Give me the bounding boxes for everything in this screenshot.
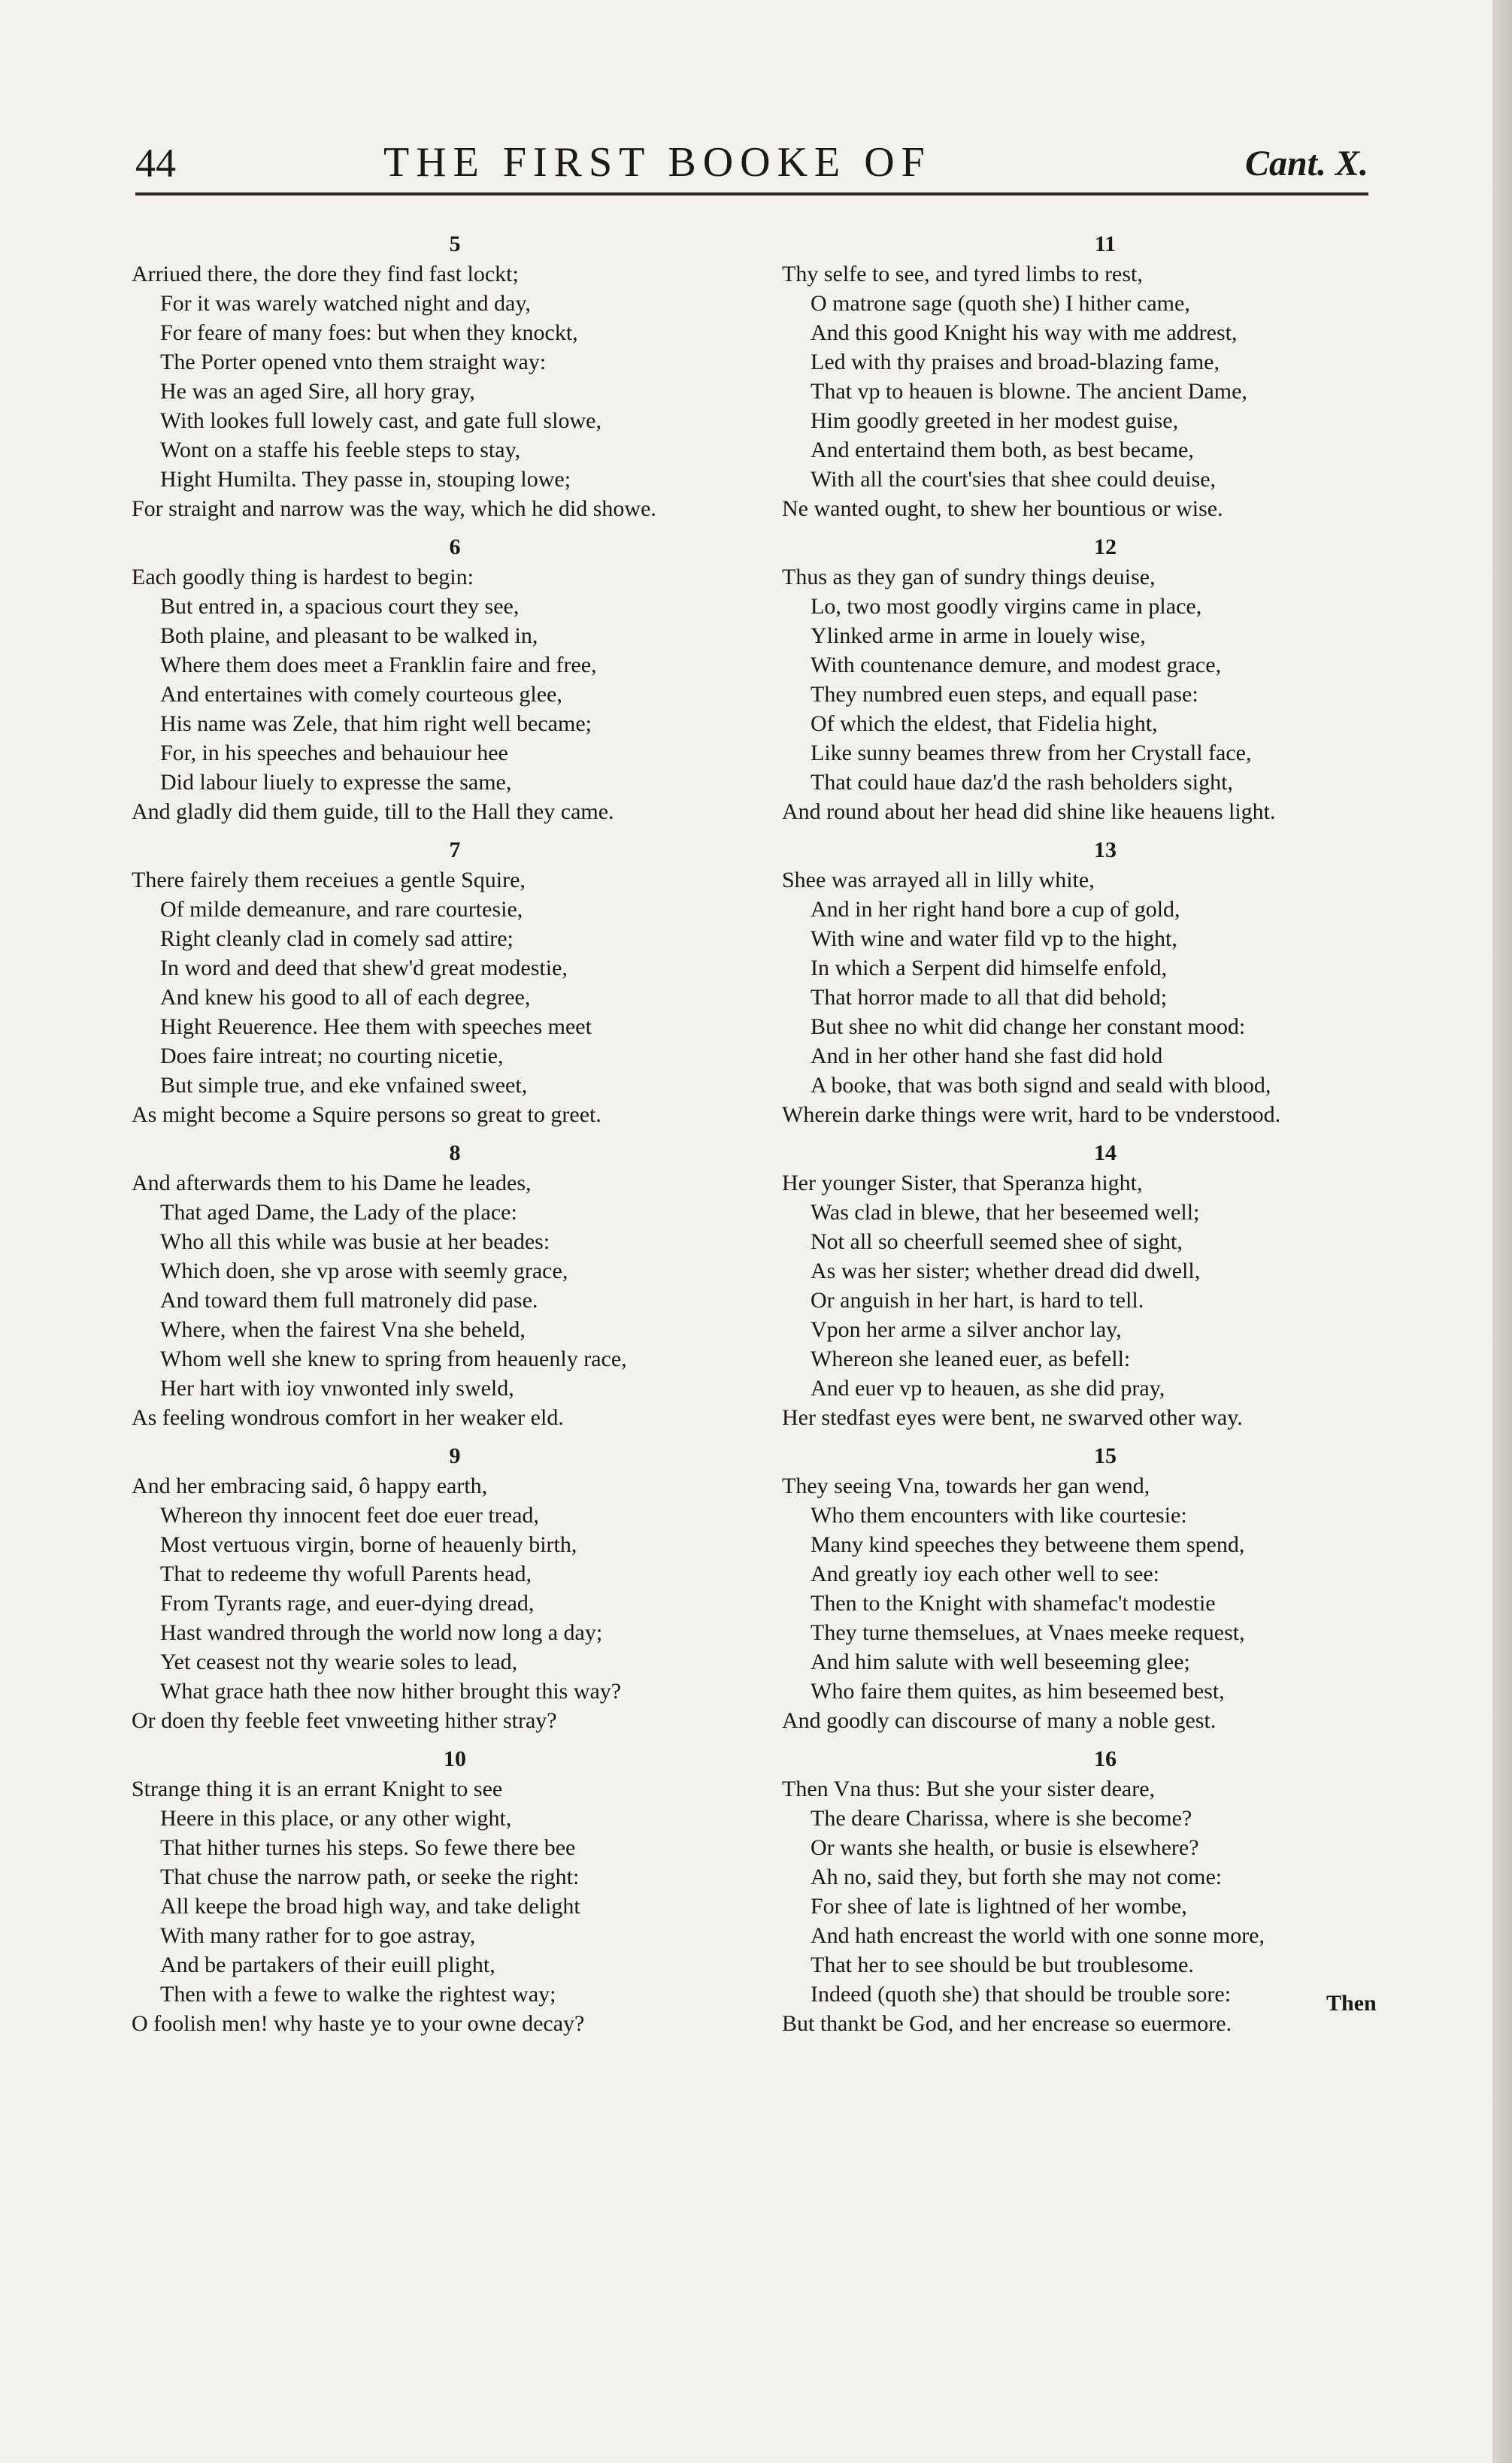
stanza-number: 7 (449, 838, 461, 862)
verse-line: And gladly did them guide, till to the Hall they came. (132, 799, 614, 824)
verse-line: Then with a fewe to walke the rightest way; (160, 1982, 556, 2007)
stanza (782, 1138, 1429, 1432)
verse-line: And afterwards them to his Dame he leades, (132, 1171, 532, 1195)
verse-line: Yet ceasest not thy wearie soles to lead, (160, 1650, 518, 1674)
verse-line: Where, when the fairest Vna she beheld, (160, 1317, 526, 1342)
stanza (782, 229, 1429, 523)
verse-line: Like sunny beames threw from her Crystall face, (811, 741, 1252, 765)
verse-line: Thy selfe to see, and tyred limbs to rest, (782, 262, 1143, 286)
verse-line: Of milde demeanure, and rare courtesie, (160, 897, 523, 922)
verse-line: Where them does meet a Franklin faire and free, (160, 653, 597, 677)
verse-line: There fairely them receiues a gentle Squire, (132, 868, 526, 892)
verse-line: Many kind speeches they betweene them spend, (811, 1532, 1245, 1557)
stanza (782, 1441, 1429, 1735)
verse-line: Which doen, she vp arose with seemly grace, (160, 1259, 568, 1283)
stanza (782, 835, 1429, 1129)
verse-line: That to redeeme thy wofull Parents head, (160, 1562, 532, 1586)
verse-line: They numbred euen steps, and equall pase: (811, 682, 1198, 707)
stanza-number: 12 (1094, 535, 1117, 559)
verse-line: Heere in this place, or any other wight, (160, 1806, 512, 1831)
verse-line: That horror made to all that did behold; (811, 985, 1168, 1010)
verse-line: And this good Knight his way with me addrest, (811, 320, 1238, 345)
verse-line: What grace hath thee now hither brought this way? (160, 1679, 622, 1704)
verse-line: Him goodly greeted in her modest guise, (811, 408, 1179, 433)
verse-line: And in her other hand she fast did hold (811, 1044, 1163, 1068)
verse-line: Hight Humilta. They passe in, stouping lowe; (160, 467, 571, 492)
stanza (782, 532, 1429, 826)
verse-line: With lookes full lowely cast, and gate full slowe, (160, 408, 601, 433)
verse-line: Wont on a staffe his feeble steps to stay, (160, 438, 521, 462)
verse-line: That vp to heauen is blowne. The ancient Dame, (811, 379, 1247, 404)
verse-line: And in her right hand bore a cup of gold, (811, 897, 1180, 922)
verse-line: Shee was arrayed all in lilly white, (782, 868, 1095, 892)
verse-line: But entred in, a spacious court they see, (160, 594, 520, 619)
verse-line: He was an aged Sire, all hory gray, (160, 379, 475, 404)
verse-line: That hither turnes his steps. So fewe there bee (160, 1835, 576, 1860)
verse-line: Led with thy praises and broad-blazing fame, (811, 350, 1220, 374)
stanza (132, 229, 778, 523)
right-column (782, 229, 1429, 2047)
verse-line: From Tyrants rage, and euer-dying dread, (160, 1591, 535, 1616)
verse-line: The Porter opened vnto them straight way: (160, 350, 547, 374)
verse-line: Lo, two most goodly virgins came in place, (811, 594, 1202, 619)
verse-line: Wherein darke things were writ, hard to be vnderstood. (782, 1102, 1281, 1127)
verse-line: And knew his good to all of each degree, (160, 985, 531, 1010)
verse-line: They seeing Vna, towards her gan wend, (782, 1474, 1150, 1498)
verse-line: A booke, that was both signd and seald with blood, (811, 1073, 1271, 1098)
verse-line: Who all this while was busie at her beades: (160, 1229, 550, 1254)
verse-line: Whereon she leaned euer, as befell: (811, 1347, 1131, 1371)
verse-line: For shee of late is lightned of her wombe, (811, 1894, 1187, 1919)
left-column (132, 229, 778, 2047)
stanza-number: 15 (1094, 1444, 1117, 1468)
verse-line: O matrone sage (quoth she) I hither came, (811, 291, 1190, 316)
stanza-number: 8 (449, 1141, 461, 1165)
stanza (132, 1138, 778, 1432)
verse-line: That chuse the narrow path, or seeke the right: (160, 1865, 580, 1889)
verse-line: The deare Charissa, where is she become? (811, 1806, 1192, 1831)
verse-line: And toward them full matronely did pase. (160, 1288, 538, 1313)
stanza-number: 9 (449, 1444, 461, 1468)
verse-line: Of which the eldest, that Fidelia hight, (811, 711, 1158, 736)
verse-line: And goodly can discourse of many a noble gest. (782, 1708, 1217, 1733)
verse-line: With many rather for to goe astray, (160, 1923, 476, 1948)
stanza (132, 1441, 778, 1735)
verse-line: O foolish men! why haste ye to your owne decay? (132, 2011, 585, 2036)
verse-line: As might become a Squire persons so great to greet. (132, 1102, 601, 1127)
verse-line: Arriued there, the dore they find fast lockt; (132, 262, 519, 286)
verse-line: For it was warely watched night and day, (160, 291, 531, 316)
verse-line: Did labour liuely to expresse the same, (160, 770, 512, 795)
verse-line: Was clad in blewe, that her beseemed well; (811, 1200, 1200, 1225)
verse-line: With countenance demure, and modest grace, (811, 653, 1222, 677)
stanza (132, 1744, 778, 2038)
stanza-number: 16 (1094, 1747, 1117, 1771)
verse-line: Or doen thy feeble feet vnweeting hither stray? (132, 1708, 557, 1733)
verse-line: Whom well she knew to spring from heauenly race, (160, 1347, 627, 1371)
verse-line: Hast wandred through the world now long a day; (160, 1620, 603, 1645)
verse-line: And entertaines with comely courteous glee, (160, 682, 562, 707)
stanza-number: 11 (1094, 232, 1117, 256)
verse-line: And entertaind them both, as best became, (811, 438, 1194, 462)
verse-line: Both plaine, and pleasant to be walked in, (160, 623, 538, 648)
verse-line: And greatly ioy each other well to see: (811, 1562, 1160, 1586)
stanza-number: 13 (1094, 838, 1117, 862)
verse-line: As feeling wondrous comfort in her weaker eld. (132, 1405, 564, 1430)
verse-line: Right cleanly clad in comely sad attire; (160, 926, 514, 951)
verse-line: That her to see should be but troublesome. (811, 1953, 1194, 1977)
verse-line: Thus as they gan of sundry things deuise, (782, 565, 1156, 589)
verse-line: For feare of many foes: but when they knockt, (160, 320, 578, 345)
verse-line: But shee no whit did change her constant mood: (811, 1014, 1246, 1039)
verse-line: Each goodly thing is hardest to begin: (132, 565, 474, 589)
verse-line: That could haue daz'd the rash beholders sight, (811, 770, 1233, 795)
verse-line: Who faire them quites, as him beseemed best, (811, 1679, 1225, 1704)
page-header (135, 135, 1368, 195)
verse-line: And her embracing said, ô happy earth, (132, 1474, 488, 1498)
verse-line: Or wants she health, or busie is elsewhere? (811, 1835, 1199, 1860)
verse-line: In word and deed that shew'd great modestie, (160, 956, 568, 980)
verse-line: Her younger Sister, that Speranza hight, (782, 1171, 1143, 1195)
verse-line: As was her sister; whether dread did dwell, (811, 1259, 1201, 1283)
verse-line: Vpon her arme a silver anchor lay, (811, 1317, 1122, 1342)
stanza-number: 10 (444, 1747, 466, 1771)
verse-line: Hight Reuerence. Hee them with speeches meet (160, 1014, 592, 1039)
verse-line: Ah no, said they, but forth she may not come: (811, 1865, 1223, 1889)
verse-line: That aged Dame, the Lady of the place: (160, 1200, 517, 1225)
running-title: THE FIRST BOOKE OF (383, 139, 932, 186)
verse-line: With all the court'sies that shee could deuise, (811, 467, 1217, 492)
header-rule (135, 192, 1368, 195)
verse-line: Her stedfast eyes were bent, ne swarved other way. (782, 1405, 1243, 1430)
verse-line: Strange thing it is an errant Knight to see (132, 1777, 503, 1801)
verse-line: Does faire intreat; no courting nicetie, (160, 1044, 504, 1068)
verse-line: Her hart with ioy vnwonted inly sweld, (160, 1376, 514, 1401)
verse-line: And round about her head did shine like heauens light. (782, 799, 1276, 824)
verse-line: And be partakers of their euill plight, (160, 1953, 495, 1977)
verse-line: And euer vp to heauen, as she did pray, (811, 1376, 1165, 1401)
verse-line: Whereon thy innocent feet doe euer tread, (160, 1503, 539, 1528)
stanza (132, 532, 778, 826)
verse-line: For straight and narrow was the way, which he did showe. (132, 496, 656, 521)
page-edge (1492, 0, 1512, 2463)
catchword: Then (1326, 1991, 1377, 2016)
verse-line: In which a Serpent did himselfe enfold, (811, 956, 1168, 980)
verse-line: They turne themselues, at Vnaes meeke request, (811, 1620, 1245, 1645)
verse-line: Then to the Knight with shamefac't modestie (811, 1591, 1216, 1616)
verse-line: But thankt be God, and her encrease so euermore. (782, 2011, 1232, 2036)
verse-line: But simple true, and eke vnfained sweet, (160, 1073, 528, 1098)
verse-line: Most vertuous virgin, borne of heauenly birth, (160, 1532, 577, 1557)
verse-line: Not all so cheerfull seemed shee of sight, (811, 1229, 1183, 1254)
canto-label: Cant. X. (1244, 144, 1368, 183)
verse-line: And him salute with well beseeming glee; (811, 1650, 1190, 1674)
stanza-number: 6 (449, 535, 461, 559)
verse-line: And hath encreast the world with one sonne more, (811, 1923, 1265, 1948)
verse-line: Or anguish in her hart, is hard to tell. (811, 1288, 1144, 1313)
verse-line: Then Vna thus: But she your sister deare, (782, 1777, 1156, 1801)
verse-line: Ne wanted ought, to shew her bountious or wise. (782, 496, 1223, 521)
verse-line: With wine and water fild vp to the hight, (811, 926, 1177, 951)
verse-line: Ylinked arme in arme in louely wise, (811, 623, 1146, 648)
stanza-number: 5 (449, 232, 461, 256)
stanza (132, 835, 778, 1129)
verse-line: Indeed (quoth she) that should be trouble sore: (811, 1982, 1232, 2007)
verse-line: All keepe the broad high way, and take delight (160, 1894, 580, 1919)
verse-line: Who them encounters with like courtesie: (811, 1503, 1187, 1528)
stanza-number: 14 (1094, 1141, 1117, 1165)
verse-line: His name was Zele, that him right well became; (160, 711, 592, 736)
page-number: 44 (135, 141, 176, 186)
verse-line: For, in his speeches and behauiour hee (160, 741, 508, 765)
